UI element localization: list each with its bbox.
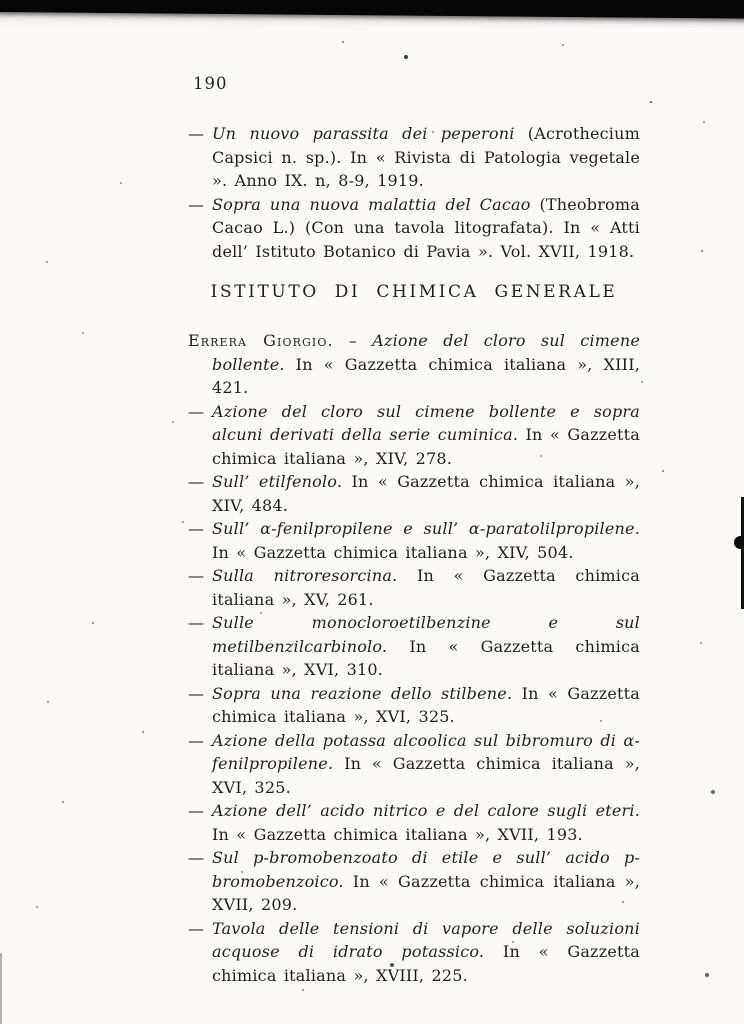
entry-dash: —: [188, 613, 205, 632]
entry-dash: —: [188, 194, 205, 214]
entry-text-segment: Sull’ α-fenilpropilene e sull’ α-paratolilpropilene.: [212, 519, 640, 538]
entry-text-segment: In « Gazzetta chimica italiana », XVI, 325.: [212, 754, 648, 797]
section-heading: ISTITUTO DI CHIMICA GENERALE: [210, 282, 618, 302]
scan-blob-artifact-right: [734, 536, 744, 549]
entry-text-segment: Sulle monocloroetilbenzine e sul metilbenzilcarbinolo.: [212, 613, 648, 656]
entry-dash: —: [188, 801, 205, 820]
entry-text-segment: (Theobroma Cacao L.) (Con una tavola litografata). In « Atti dell’ Istituto Botanico di Pavia ». Vol. XVII, 1918.: [212, 194, 648, 261]
entry-dash: —: [188, 124, 205, 143]
entry-text-segment: In « Gazzetta chimica italiana », XVIII, 225.: [212, 942, 648, 985]
entry-text-segment: In « Gazzetta chimica italiana », XIV, 278.: [212, 425, 648, 468]
entry-text-segment: Sull’ etilfenolo.: [212, 472, 343, 491]
scan-edge-artifact-top: [0, 0, 744, 19]
bibliography-entry: [188, 400, 648, 471]
entry-dash: —: [188, 519, 205, 538]
entry-dash: —: [188, 401, 205, 421]
bibliography-entry: [188, 917, 648, 988]
entry-text-segment: Azione della potassa alcoolica sul bibromuro di α-fenilpropilene.: [212, 730, 640, 773]
entry-text-segment: In « Gazzetta chimica italiana », XVII, 209.: [212, 871, 648, 914]
author-name: Errera Giorgio.: [188, 331, 334, 350]
bibliography-entry: [188, 122, 648, 193]
entry-text-segment: Un nuovo parassita dei peperoni: [212, 124, 515, 143]
page-number: 190: [193, 74, 228, 93]
entry-text-segment: Sulla nitroresorcina.: [212, 566, 398, 585]
scan-noise-speckles: [0, 0, 2, 2]
entry-dash: —: [188, 566, 205, 585]
bibliography-entry: [188, 846, 648, 917]
entry-text-segment: In « Gazzetta chimica italiana », XIV, 484.: [212, 472, 648, 515]
entry-dash: —: [188, 848, 205, 867]
bibliography-entry: [188, 564, 648, 611]
bibliography-entry: [188, 329, 648, 400]
entry-text-segment: Azione del cloro sul cimene bollente e sopra alcuni derivati della serie cuminica.: [212, 401, 648, 444]
entry-text-segment: Tavola delle tensioni di vapore delle soluzioni acquose di idrato potassico.: [212, 918, 648, 961]
entry-text-segment: Sopra una nuova malattia del Cacao: [212, 194, 531, 214]
bibliography-entry: [188, 729, 648, 800]
entry-text-segment: –: [333, 331, 373, 350]
scan-edge-artifact-left: [0, 953, 2, 1024]
entry-text-segment: In « Gazzetta chimica italiana », XVI, 310.: [212, 636, 648, 679]
entry-text-segment: In « Gazzetta chimica italiana », XVII, 193.: [212, 801, 648, 844]
bibliography-entry: [188, 682, 648, 729]
entry-text-segment: In « Gazzetta chimica italiana », XVI, 325.: [212, 683, 648, 726]
entry-text-segment: Sopra una reazione dello stilbene.: [212, 683, 513, 703]
entry-dash: —: [188, 683, 205, 703]
entry-text-segment: In « Gazzetta chimica italiana », XIII, 421.: [212, 354, 648, 397]
entry-text-segment: (Acrothecium Capsici n. sp.). In « Rivista di Patologia vegetale ». Anno IX. n, 8-9, 1919.: [212, 124, 648, 190]
entry-text-segment: Azione del cloro sul cimene bollente.: [212, 331, 648, 374]
entry-text-segment: In « Gazzetta chimica italiana », XIV, 504.: [212, 519, 648, 562]
bibliography-entry: [188, 193, 648, 264]
bibliography-entry: [188, 517, 648, 564]
entry-text-segment: Sul p-bromobenzoato di etile e sull’ acido p-bromobenzoico.: [212, 848, 640, 891]
bibliography-entry: [188, 470, 648, 517]
bibliography-entry: [188, 799, 648, 846]
text-block: [188, 122, 648, 987]
entry-text-segment: Azione dell’ acido nitrico e del calore sugli eteri.: [212, 801, 640, 820]
entry-dash: —: [188, 472, 205, 491]
entry-text-segment: In « Gazzetta chimica italiana », XV, 261.: [212, 566, 648, 609]
bibliography-entry: [188, 611, 648, 682]
entry-dash: —: [188, 730, 205, 750]
entry-dash: —: [188, 918, 205, 938]
